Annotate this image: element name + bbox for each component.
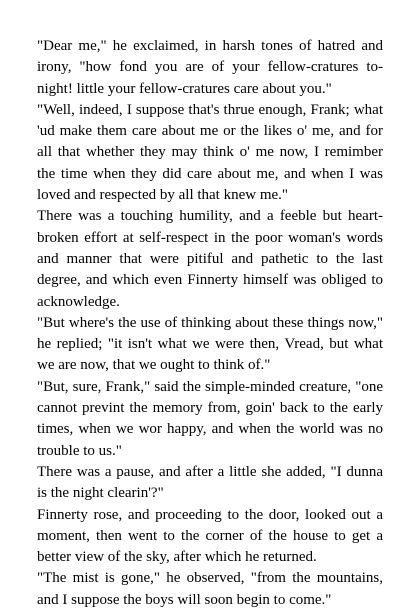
paragraph: "But, sure, Frank," said the simple-minded creature, "one cannot prevint the memory from, goin' back to the early times, when we wor happy, and when the world was no trouble to us." [37, 378, 383, 459]
paragraph: There was a pause, and after a little she added, "I dunna is the night clearin'?" [37, 463, 383, 502]
paragraph: "Dear me," he exclaimed, in harsh tones of hatred and irony, "how fond you are of your fellow-cratures to-night! little your fellow-cratures care about you." [37, 38, 383, 97]
paragraph: "The mist is gone," he observed, "from the mountains, and I suppose the boys will soon begin to come." [37, 570, 383, 608]
paragraph: Finnerty rose, and proceeding to the door, looked out a moment, then went to the corner of the house to get a better view of the sky, after which he returned. [37, 506, 383, 566]
paragraph: "But where's the use of thinking about these things now," he replied; "it isn't what we were then, Vread, but what we are now, that we ought to think of." [37, 314, 383, 374]
page-body [37, 36, 383, 611]
paragraph: There was a touching humility, and a feeble but heart-broken effort at self-respect in the poor woman's words and manner that were pitiful and pathetic to the last degree, and which even Finnerty himself was obliged to acknowledge. [37, 208, 383, 310]
paragraph: "Well, indeed, I suppose that's thrue enough, Frank; what 'ud make them care about me or the likes o' me, and for all that whether they may think o' me now, I remimber the time when they did care about me, and when I was loved and respected by all that knew me." [37, 101, 383, 204]
